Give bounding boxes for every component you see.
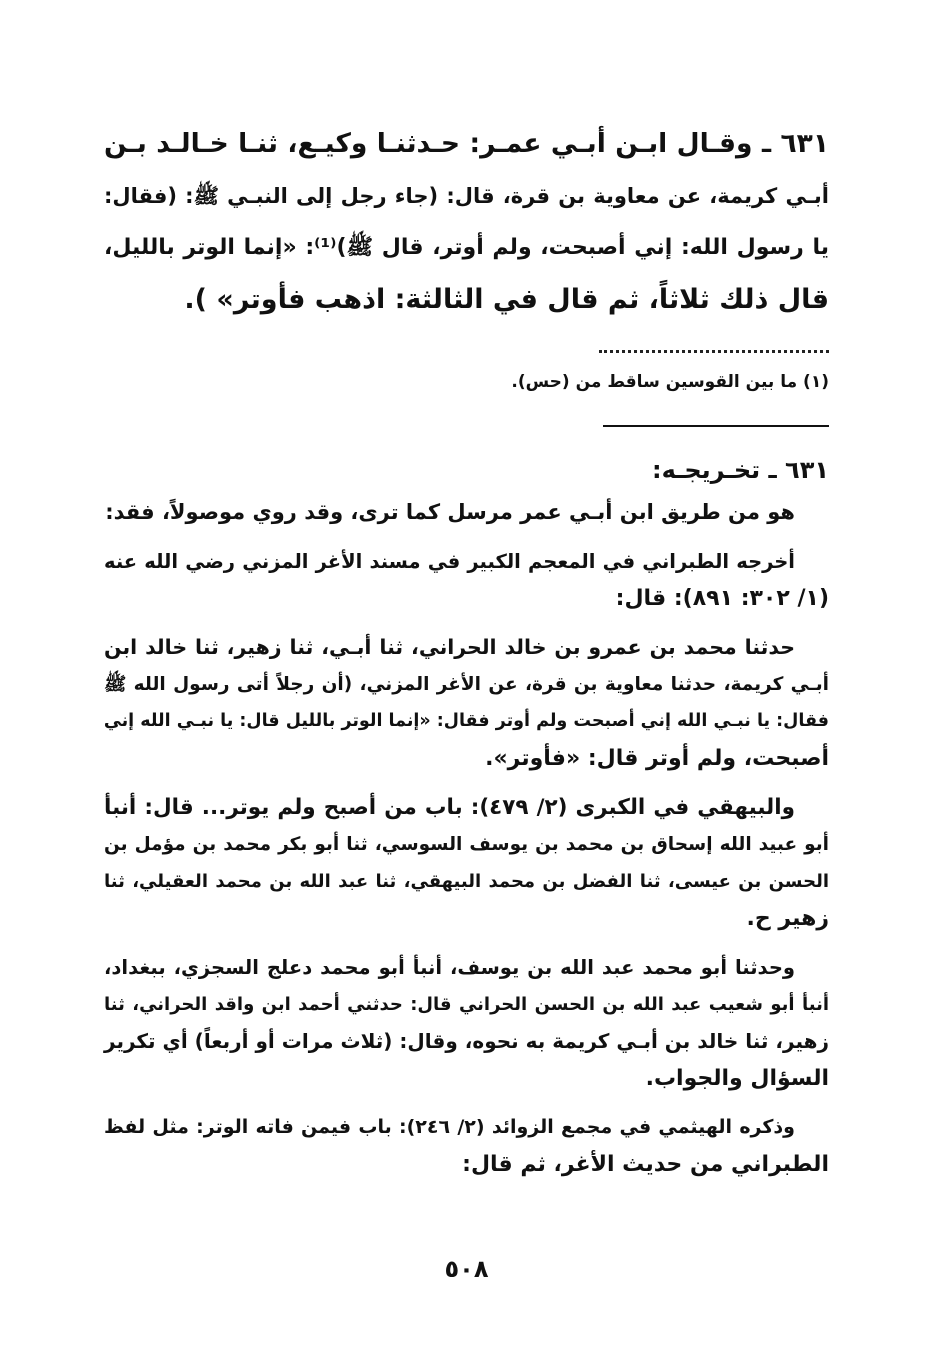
hadith-line: يا رسول الله: إني أصبحت، ولم أوتر، قال ﷺ)⁽¹⁾: «إنما الوتر بالليل، <box>104 235 830 260</box>
paragraph-line: زهير، ثنا خالد بن أبـي كريمة به نحوه، وقال: (ثلاث مرات أو أربعاً) أي تكرير <box>104 1029 829 1053</box>
takhrij-paragraph <box>104 1109 829 1183</box>
hadith-line: ٦٣١ ـ وقـال ابـن أبـي عمـر: حـدثنـا وكيـع، ثنـا خـالـد بـن <box>104 128 829 159</box>
takhrij-paragraph <box>104 789 829 937</box>
paragraph-line: السؤال والجواب. <box>645 1066 829 1091</box>
page-number: ٥٠٨ <box>444 1255 489 1283</box>
takhrij-paragraph <box>104 949 829 1097</box>
footnote: (١) ما بين القوسين ساقط من (حس). <box>511 372 829 392</box>
paragraph-line: أنبأ أبو شعيب عبد الله بن الحسن الحراني قال: حدثني أحمد ابن واقد الحراني، ثنا <box>104 994 829 1015</box>
paragraph-line: الطبراني من حديث الأغر، ثم قال: <box>462 1152 829 1177</box>
paragraph-line: (١/ ٣٠٢: ٨٩١): قال: <box>615 586 829 611</box>
paragraph-line: الحسن بن عيسى، ثنا الفضل بن محمد البيهقي، ثنا عبد الله بن محمد العقيلي، ثنا <box>104 871 829 892</box>
paragraph-line: حدثنا محمد بن عمرو بن خالد الحراني، ثنا أبـي، ثنا زهير، ثنا خالد ابن <box>104 635 795 659</box>
paragraph-line: فقال: يا نبـي الله إني أصبحت ولم أوتر فقال: «إنما الوتر بالليل قال: يا نبـي الله إني <box>103 711 829 731</box>
takhrij-section <box>104 450 829 1195</box>
paragraph-line: وحدثنا أبو محمد عبد الله بن يوسف، أنبأ أبو محمد دعلج السجزي، ببغداد، <box>104 956 795 979</box>
section-divider <box>603 425 829 427</box>
paragraph-line: أبـي كريمة، حدثنا معاوية بن قرة، عن الأغر المزني، (أن رجلاً أتى رسول الله ﷺ <box>104 674 829 695</box>
paragraph-line: أصبحت، ولم أوتر قال: «فأوتر». <box>485 746 829 771</box>
takhrij-paragraph <box>104 543 829 617</box>
paragraph-line: وذكره الهيثمي في مجمع الزوائد (٢/ ٢٤٦): باب فيمن فاته الوتر: مثل لفظ <box>104 1116 795 1138</box>
paragraph-line: هو من طريق ابن أبـي عمر مرسل كما ترى، وقد روي موصولاً، فقد: <box>105 500 795 524</box>
hadith-line: أبـي كريمة، عن معاوية بن قرة، قال: (جاء رجل إلى النبـي ﷺ: (فقال: <box>104 184 829 208</box>
footnote-separator <box>599 336 829 353</box>
takhrij-paragraph <box>104 494 829 531</box>
paragraph-line: والبيهقي في الكبرى (٢/ ٤٧٩): باب من أصبح ولم يوتر... قال: أنبأ <box>104 795 795 820</box>
hadith-line: قال ذلك ثلاثاً، ثم قال في الثالثة: اذهب فأوتر» ). <box>184 284 829 315</box>
takhrij-paragraph <box>104 629 829 777</box>
paragraph-line: أبو عبيد الله إسحاق بن محمد بن يوسف السوسي، ثنا أبو بكر محمد بن مؤمل بن <box>104 834 829 855</box>
paragraph-line: أخرجه الطبراني في المعجم الكبير في مسند الأغر المزني رضي الله عنه <box>104 550 795 573</box>
takhrij-heading: ٦٣١ ـ تخـريجـه: <box>652 456 829 484</box>
paragraph-line: زهير ح. <box>746 906 829 931</box>
hadith-text <box>104 118 829 326</box>
